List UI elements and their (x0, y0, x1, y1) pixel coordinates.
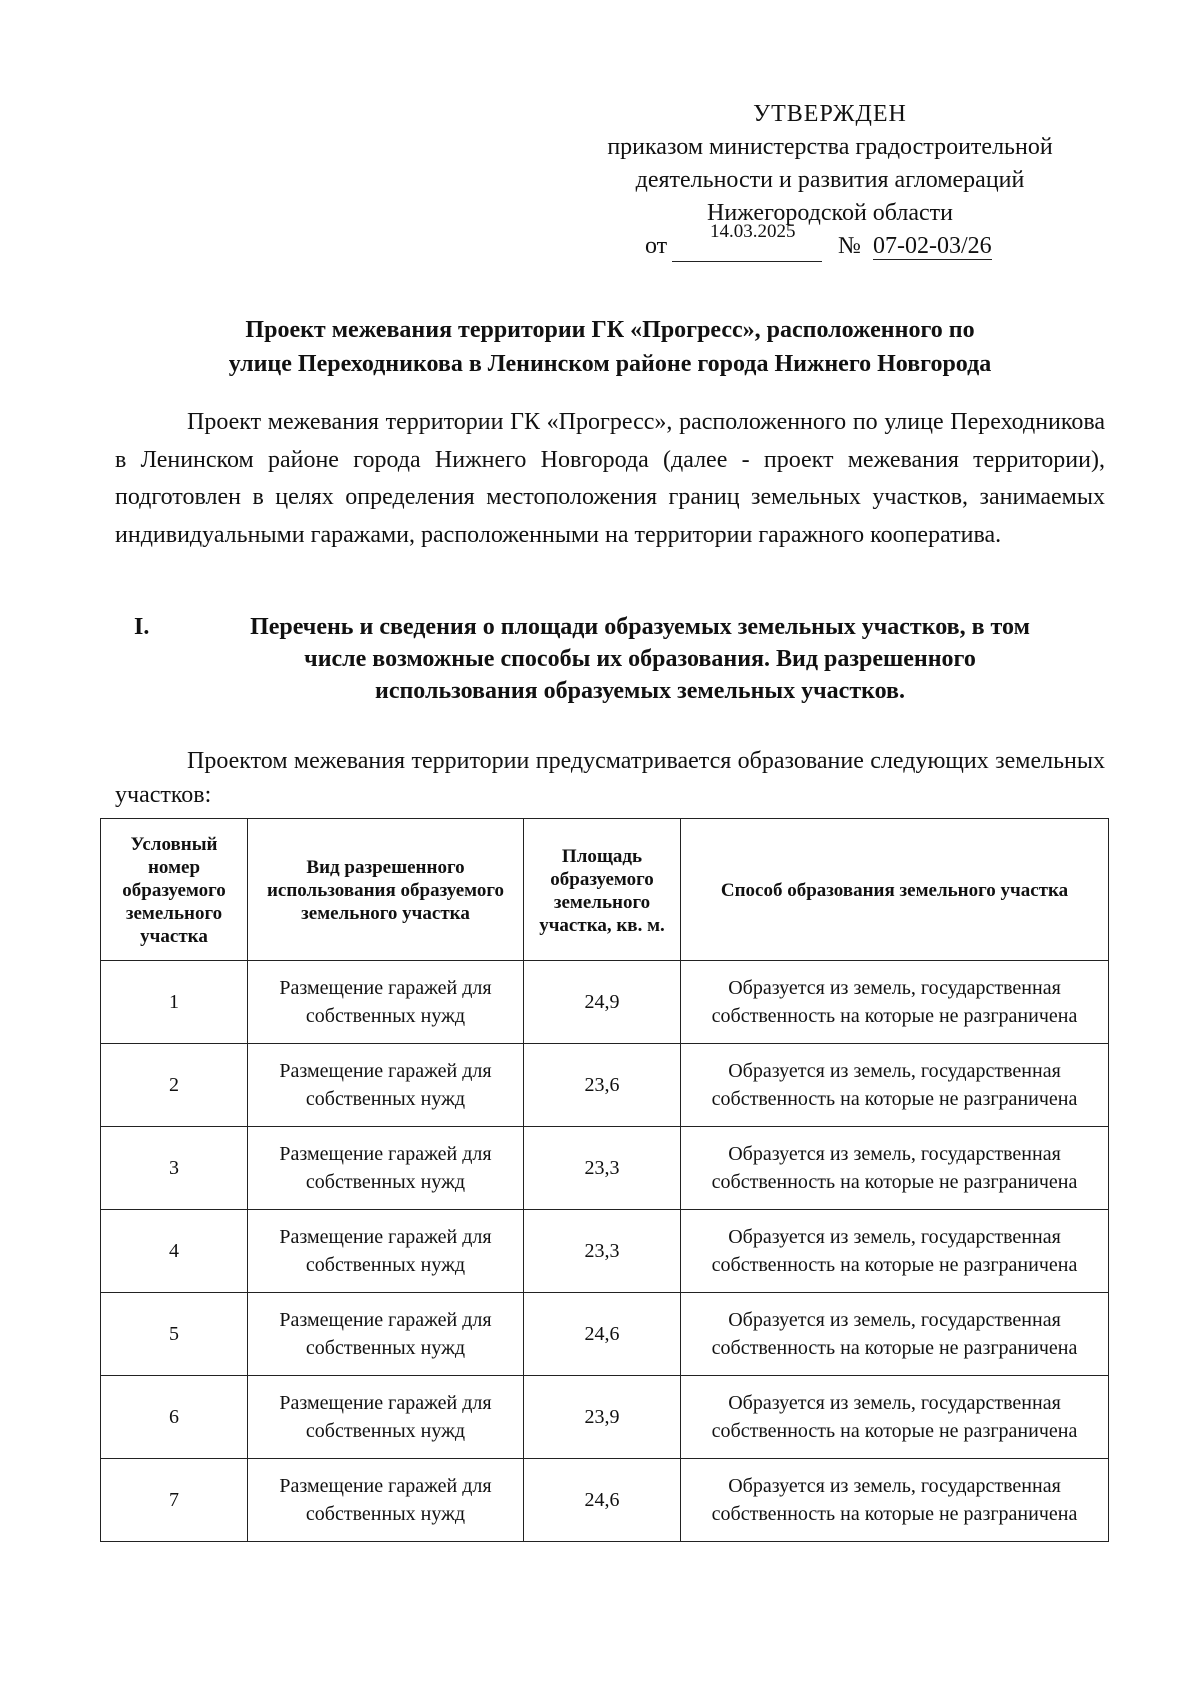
table-row (101, 1376, 1109, 1459)
table-row (101, 961, 1109, 1044)
intro-paragraph: Проект межевания территории ГК «Прогресс», расположенного по улице Переходникова в Ленинском районе города Нижнего Новгорода (далее - проект межевания территории), подготовлен в целях определения местоположения границ земельных участков, занимаемых индивидуальными гаражами, расположенными на территории гаражного кооператива. (115, 409, 1105, 548)
cell-area: 24,6 (524, 1459, 681, 1542)
section-number: I. (134, 614, 150, 640)
section-heading-line-2: числе возможные способы их образования. Вид разрешенного (304, 646, 976, 672)
document-title (120, 313, 1100, 381)
table-row (101, 1044, 1109, 1127)
section-heading-line-3: использования образуемых земельных участков. (374, 678, 905, 704)
order-reference (645, 221, 1065, 265)
cell-area: 23,3 (524, 1210, 681, 1293)
order-number: 07-02-03/26 (873, 233, 992, 259)
cell-formation-method: Образуется из земель, государственная собственность на которые не разграничена (681, 961, 1109, 1044)
table-row (101, 1210, 1109, 1293)
approval-status: УТВЕРЖДЕН (753, 101, 907, 127)
order-number-label: № (838, 233, 861, 259)
land-plots-table (100, 818, 1109, 1542)
cell-plot-number: 2 (101, 1044, 248, 1127)
cell-plot-number: 7 (101, 1459, 248, 1542)
cell-formation-method: Образуется из земель, государственная собственность на которые не разграничена (681, 1210, 1109, 1293)
cell-plot-number: 3 (101, 1127, 248, 1210)
cell-plot-number: 1 (101, 961, 248, 1044)
order-date-field (672, 221, 822, 262)
cell-area: 23,9 (524, 1376, 681, 1459)
cell-permitted-use: Размещение гаражей для собственных нужд (248, 1210, 524, 1293)
header-formation-method: Способ образования земельного участка (681, 819, 1109, 961)
cell-area: 23,6 (524, 1044, 681, 1127)
section-heading (134, 611, 1104, 707)
cell-formation-method: Образуется из земель, государственная собственность на которые не разграничена (681, 1127, 1109, 1210)
approval-stamp (560, 98, 1100, 230)
cell-area: 24,6 (524, 1293, 681, 1376)
approval-line-2: деятельности и развития агломераций (635, 167, 1025, 193)
header-plot-number: Условный номер образуемого земельного участка (101, 819, 248, 961)
header-permitted-use: Вид разрешенного использования образуемого земельного участка (248, 819, 524, 961)
cell-permitted-use: Размещение гаражей для собственных нужд (248, 961, 524, 1044)
document-title-line-1: Проект межевания территории ГК «Прогресс», расположенного по (245, 317, 975, 343)
cell-plot-number: 5 (101, 1293, 248, 1376)
table-row (101, 1127, 1109, 1210)
section-heading-line-1: Перечень и сведения о площади образуемых земельных участков, в том (250, 614, 1030, 640)
cell-permitted-use: Размещение гаражей для собственных нужд (248, 1376, 524, 1459)
approval-line-3: Нижегородской области (706, 200, 954, 226)
header-area: Площадь образуемого земельного участка, кв. м. (524, 819, 681, 961)
cell-area: 24,9 (524, 961, 681, 1044)
cell-permitted-use: Размещение гаражей для собственных нужд (248, 1127, 524, 1210)
cell-area: 23,3 (524, 1127, 681, 1210)
order-from-label: от (645, 233, 668, 259)
document-title-line-2: улице Переходникова в Ленинском районе города Нижнего Новгорода (228, 351, 992, 377)
cell-formation-method: Образуется из земель, государственная собственность на которые не разграничена (681, 1293, 1109, 1376)
order-date: 14.03.2025 (710, 221, 796, 242)
approval-line-1: приказом министерства градостроительной (607, 134, 1053, 160)
table-header-row (101, 819, 1109, 961)
table-row (101, 1293, 1109, 1376)
cell-plot-number: 4 (101, 1210, 248, 1293)
table-row (101, 1459, 1109, 1542)
cell-permitted-use: Размещение гаражей для собственных нужд (248, 1293, 524, 1376)
cell-formation-method: Образуется из земель, государственная собственность на которые не разграничена (681, 1376, 1109, 1459)
lead-paragraph: Проектом межевания территории предусматривается образование следующих земельных участков: (115, 748, 1105, 808)
cell-plot-number: 6 (101, 1376, 248, 1459)
cell-formation-method: Образуется из земель, государственная собственность на которые не разграничена (681, 1044, 1109, 1127)
cell-permitted-use: Размещение гаражей для собственных нужд (248, 1459, 524, 1542)
cell-formation-method: Образуется из земель, государственная собственность на которые не разграничена (681, 1459, 1109, 1542)
cell-permitted-use: Размещение гаражей для собственных нужд (248, 1044, 524, 1127)
